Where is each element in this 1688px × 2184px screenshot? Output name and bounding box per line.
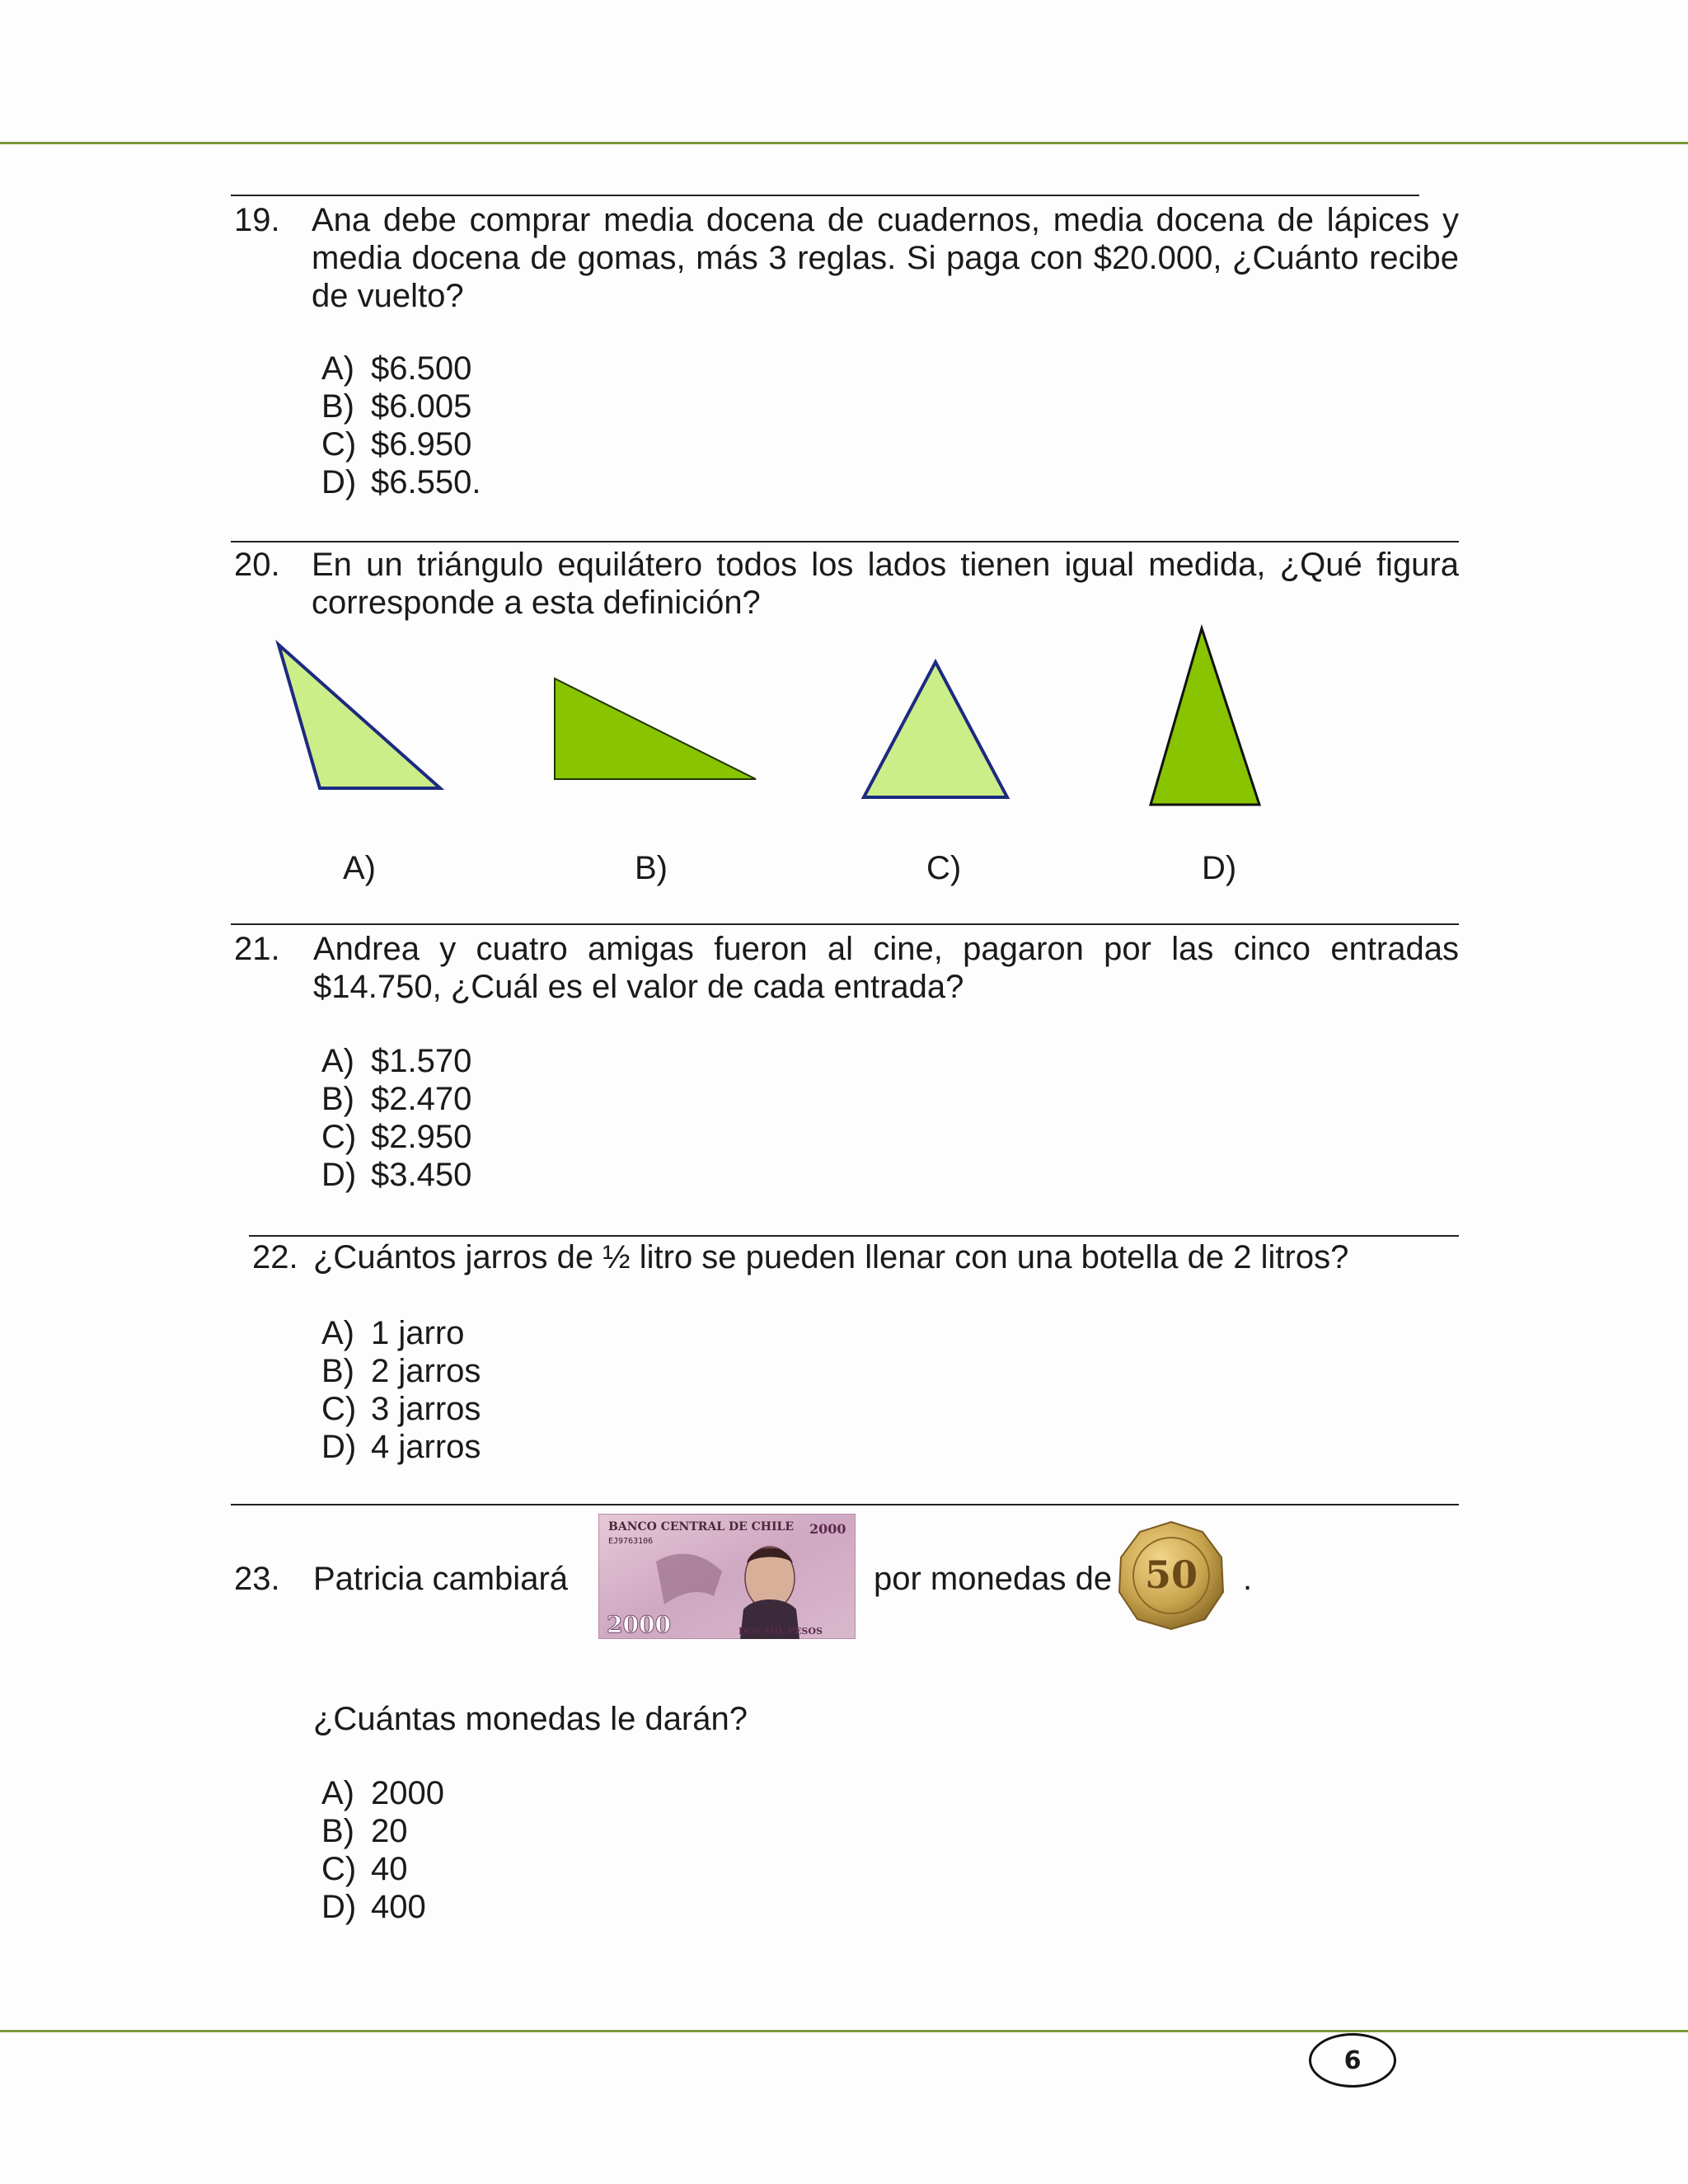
option-value: 3 jarros <box>371 1391 481 1427</box>
option-value: 400 <box>371 1889 426 1925</box>
question-text: ¿Cuántos jarros de ½ litro se pueden llenar con una botella de 2 litros? <box>313 1239 1349 1275</box>
option-letter: A) <box>321 1775 354 1811</box>
option-letter: C) <box>321 1851 357 1887</box>
triangle-c <box>864 662 1007 797</box>
option-value: $3.450 <box>371 1157 472 1193</box>
option-value: $2.470 <box>371 1081 472 1117</box>
option-d[interactable] <box>321 1156 471 1194</box>
question-text: Andrea y cuatro amigas fueron al cine, pagaron por las cinco entradas $14.750, ¿Cuál es el valor de cada entrada? <box>313 931 1459 1005</box>
option-value: 2 jarros <box>371 1353 481 1389</box>
answer-options <box>321 1042 471 1194</box>
note-words: DOS MIL PESOS <box>738 1626 823 1637</box>
footer-rule <box>0 2030 1688 2032</box>
triangle-c-figure[interactable] <box>857 655 1014 804</box>
option-letter: D) <box>321 1157 357 1193</box>
triangle-a-figure[interactable] <box>272 635 453 791</box>
question-separator <box>231 195 1419 196</box>
option-value: $2.950 <box>371 1119 472 1155</box>
option-b[interactable] <box>321 1352 481 1390</box>
question-separator <box>231 541 1459 542</box>
note-value-large: 2000 <box>607 1611 671 1638</box>
coin-value-text: 50 <box>1144 1552 1198 1597</box>
option-value: $6.550. <box>371 464 481 500</box>
option-value: 40 <box>371 1851 408 1887</box>
option-b[interactable] <box>321 387 481 425</box>
option-letter: D) <box>321 1889 357 1925</box>
answer-options <box>321 1774 444 1926</box>
header-rule <box>0 142 1688 144</box>
option-d[interactable] <box>321 1888 444 1926</box>
option-a[interactable] <box>321 1314 481 1352</box>
triangle-b-figure[interactable] <box>548 672 762 783</box>
option-letter: A) <box>321 350 354 387</box>
question-separator <box>249 1235 1459 1237</box>
option-a[interactable] <box>321 1042 471 1080</box>
option-b[interactable] <box>321 1080 471 1118</box>
figure-label-b: B) <box>635 850 668 886</box>
triangle-a <box>279 645 440 788</box>
option-letter: A) <box>321 1315 354 1351</box>
option-c[interactable] <box>321 1118 471 1156</box>
triangle-b <box>555 679 756 779</box>
question-number: 19. <box>234 202 280 238</box>
question-number: 23. <box>234 1561 280 1597</box>
option-letter: B) <box>321 388 354 425</box>
answer-options <box>321 350 481 501</box>
triangle-d-figure[interactable] <box>1146 623 1269 808</box>
question-number: 21. <box>234 931 280 967</box>
option-letter: B) <box>321 1081 354 1117</box>
banknote-2000-image <box>598 1514 856 1639</box>
question-text-end: . <box>1243 1561 1253 1597</box>
option-a[interactable] <box>321 1774 444 1812</box>
option-letter: A) <box>321 1043 354 1079</box>
option-d[interactable] <box>321 463 481 501</box>
figure-label-d: D) <box>1202 850 1237 886</box>
option-letter: B) <box>321 1353 354 1389</box>
option-letter: B) <box>321 1813 354 1849</box>
question-text-middle: por monedas de <box>874 1561 1113 1597</box>
answer-options <box>321 1314 481 1466</box>
figure-label-c: C) <box>926 850 962 886</box>
coin-50-image <box>1116 1520 1226 1631</box>
option-value: $1.570 <box>371 1043 472 1079</box>
question-text: Ana debe comprar media docena de cuadernos, media docena de lápices y media docena de gomas, más 3 reglas. Si paga con $20.000, ¿Cuánto recibe de vuelto? <box>312 202 1459 314</box>
question-prompt: ¿Cuántas monedas le darán? <box>313 1701 748 1737</box>
note-value-corner: 2000 <box>809 1521 846 1537</box>
option-d[interactable] <box>321 1428 481 1466</box>
option-letter: C) <box>321 1119 357 1155</box>
option-letter: C) <box>321 426 357 463</box>
option-letter: D) <box>321 464 357 500</box>
option-c[interactable] <box>321 1850 444 1888</box>
question-separator <box>231 923 1459 925</box>
option-value: $6.950 <box>371 426 472 463</box>
figure-label-a: A) <box>343 850 376 886</box>
option-c[interactable] <box>321 1390 481 1428</box>
page-number-badge <box>1309 2033 1396 2088</box>
question-text-before: Patricia cambiará <box>313 1561 569 1597</box>
serial-text: EJ9763106 <box>608 1537 654 1546</box>
question-separator <box>231 1504 1459 1505</box>
option-value: 4 jarros <box>371 1429 481 1465</box>
option-value: $6.500 <box>371 350 472 387</box>
question-number: 22. <box>252 1239 298 1275</box>
option-c[interactable] <box>321 425 481 463</box>
option-a[interactable] <box>321 350 481 387</box>
option-value: 1 jarro <box>371 1315 465 1351</box>
triangle-d <box>1151 628 1259 805</box>
option-value: $6.005 <box>371 388 472 425</box>
question-number: 20. <box>234 547 280 583</box>
option-value: 2000 <box>371 1775 444 1811</box>
option-letter: D) <box>321 1429 357 1465</box>
option-b[interactable] <box>321 1812 444 1850</box>
page-number: 6 <box>1343 2045 1362 2075</box>
option-value: 20 <box>371 1813 408 1849</box>
option-letter: C) <box>321 1391 357 1427</box>
question-text: En un triángulo equilátero todos los lados tienen igual medida, ¿Qué figura corresponde a esta definición? <box>312 547 1459 621</box>
bank-name-text: BANCO CENTRAL DE CHILE <box>608 1520 795 1533</box>
